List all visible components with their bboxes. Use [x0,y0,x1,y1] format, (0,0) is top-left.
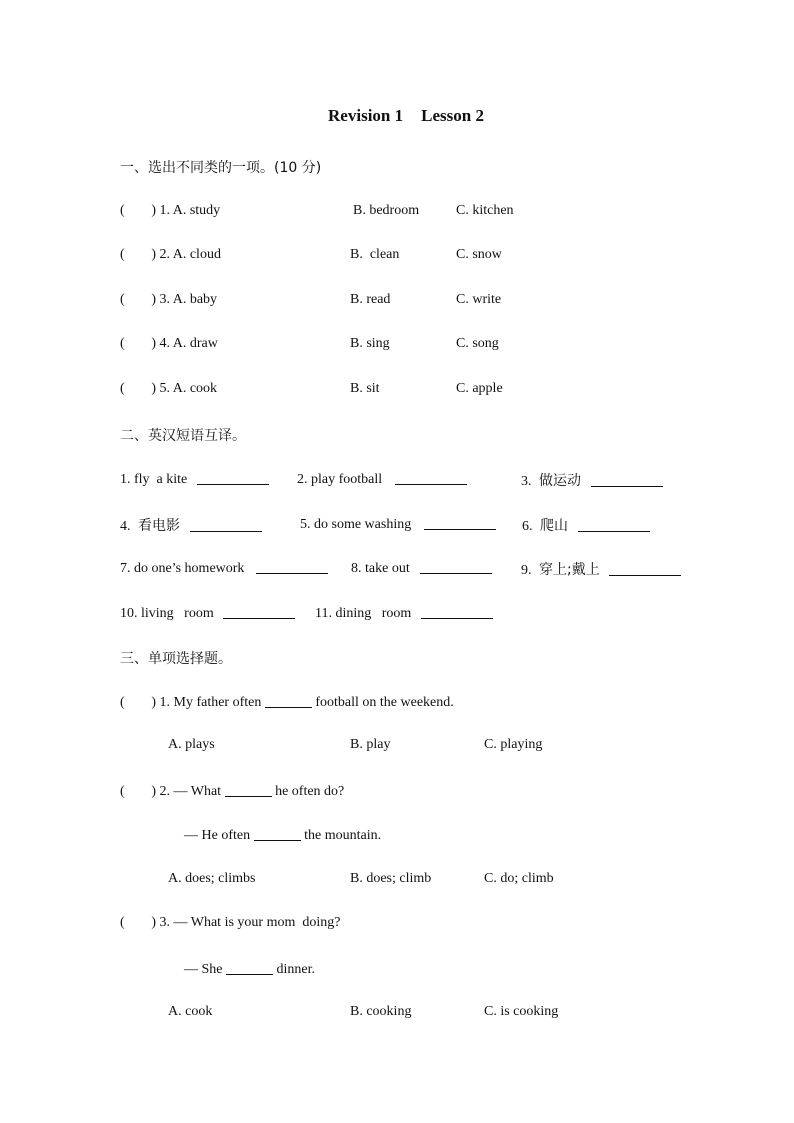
item-option-b: B. clean [350,247,400,262]
option-b[interactable]: B. cooking [350,1004,412,1019]
question-text: the mountain. [304,828,382,843]
phrase-item [120,604,295,622]
item-option-c: C. kitchen [456,203,514,218]
phrase-text: 爬山 [540,518,568,534]
item-option-b: B. bedroom [353,203,420,218]
answer-blank[interactable] [420,559,492,574]
phrase-number: 9. [521,563,532,578]
phrase-item [521,559,681,579]
item-option-c: C. snow [456,247,502,262]
item-option-c: C. apple [456,381,503,396]
phrase-text: 做运动 [539,473,581,489]
phrase-text: 11. dining room [315,606,412,621]
item-option-b: B. sit [350,381,380,396]
question-text: — She [184,962,223,977]
option-b[interactable]: B. does; climb [350,871,432,886]
option-a[interactable]: A. does; climbs [168,871,256,886]
answer-blank[interactable] [226,960,273,975]
phrase-text: 2. play football [297,472,383,487]
answer-blank[interactable] [223,604,295,619]
question-text: football on the weekend. [315,695,454,710]
phrase-text: 看电影 [138,518,180,534]
answer-blank[interactable] [609,561,681,576]
question-stem [120,782,344,800]
answer-blank[interactable] [254,826,301,841]
option-a[interactable]: A. plays [168,737,215,752]
phrase-item [297,470,467,488]
question-text: 3. — What is your mom doing? [159,915,341,930]
phrase-item [120,515,262,535]
phrase-item [315,604,493,622]
question-dialogue [184,960,315,978]
answer-paren[interactable] [120,695,156,711]
item-option-b: B. read [350,292,391,307]
answer-blank[interactable] [421,604,493,619]
option-c[interactable]: C. is cooking [484,1004,559,1019]
answer-paren[interactable] [120,336,156,352]
phrase-item [300,515,496,533]
question-text: 2. — What [159,784,222,799]
phrase-number: 3. [521,474,532,489]
phrase-item [351,559,492,577]
answer-paren[interactable] [120,784,156,800]
phrase-item [120,559,328,577]
phrase-text: 5. do some washing [300,517,412,532]
item-option-c: C. song [456,336,499,351]
phrase-item [120,470,269,488]
answer-blank[interactable] [256,559,328,574]
question-text: 1. My father often [159,695,262,710]
answer-blank[interactable] [395,470,467,485]
option-a[interactable]: A. cook [168,1004,213,1019]
answer-blank[interactable] [197,470,269,485]
title-lesson: Lesson 2 [421,106,484,125]
answer-blank[interactable] [190,517,262,532]
answer-paren[interactable] [120,381,156,397]
phrase-item [521,470,663,490]
phrase-text: 8. take out [351,561,410,576]
answer-blank[interactable] [265,693,312,708]
question-stem [120,915,340,931]
answer-blank[interactable] [591,472,663,487]
item-option-a: 2. A. cloud [159,247,221,262]
answer-blank[interactable] [424,515,496,530]
answer-paren[interactable] [120,247,156,263]
phrase-text: 7. do one’s homework [120,561,245,576]
option-c[interactable]: C. do; climb [484,871,554,886]
answer-blank[interactable] [578,517,650,532]
title-revision: Revision 1 [328,106,404,125]
option-c[interactable]: C. playing [484,737,543,752]
section2-heading: 二、英汉短语互译。 [120,428,246,444]
item-option-c: C. write [456,292,502,307]
question-text: dinner. [276,962,315,977]
phrase-item [522,515,650,535]
item-option-a: 4. A. draw [159,336,218,351]
phrase-text: 10. living room [120,606,214,621]
item-option-a: 1. A. study [159,203,221,218]
question-text: he often do? [275,784,345,799]
phrase-text: 1. fly a kite [120,472,188,487]
answer-paren[interactable] [120,292,156,308]
page-title [0,106,794,126]
phrase-text: 穿上;戴上 [539,562,600,578]
phrase-number: 4. [120,519,131,534]
section1-heading: 一、选出不同类的一项。(10 分) [120,160,322,176]
answer-paren[interactable] [120,915,156,931]
option-b[interactable]: B. play [350,737,391,752]
item-option-a: 5. A. cook [159,381,218,396]
question-dialogue [184,826,381,844]
section3-heading: 三、单项选择题。 [120,651,232,667]
item-option-a: 3. A. baby [159,292,218,307]
item-option-b: B. sing [350,336,390,351]
question-stem [120,693,454,711]
question-text: — He often [184,828,251,843]
answer-paren[interactable] [120,203,156,219]
phrase-number: 6. [522,519,533,534]
answer-blank[interactable] [225,782,272,797]
